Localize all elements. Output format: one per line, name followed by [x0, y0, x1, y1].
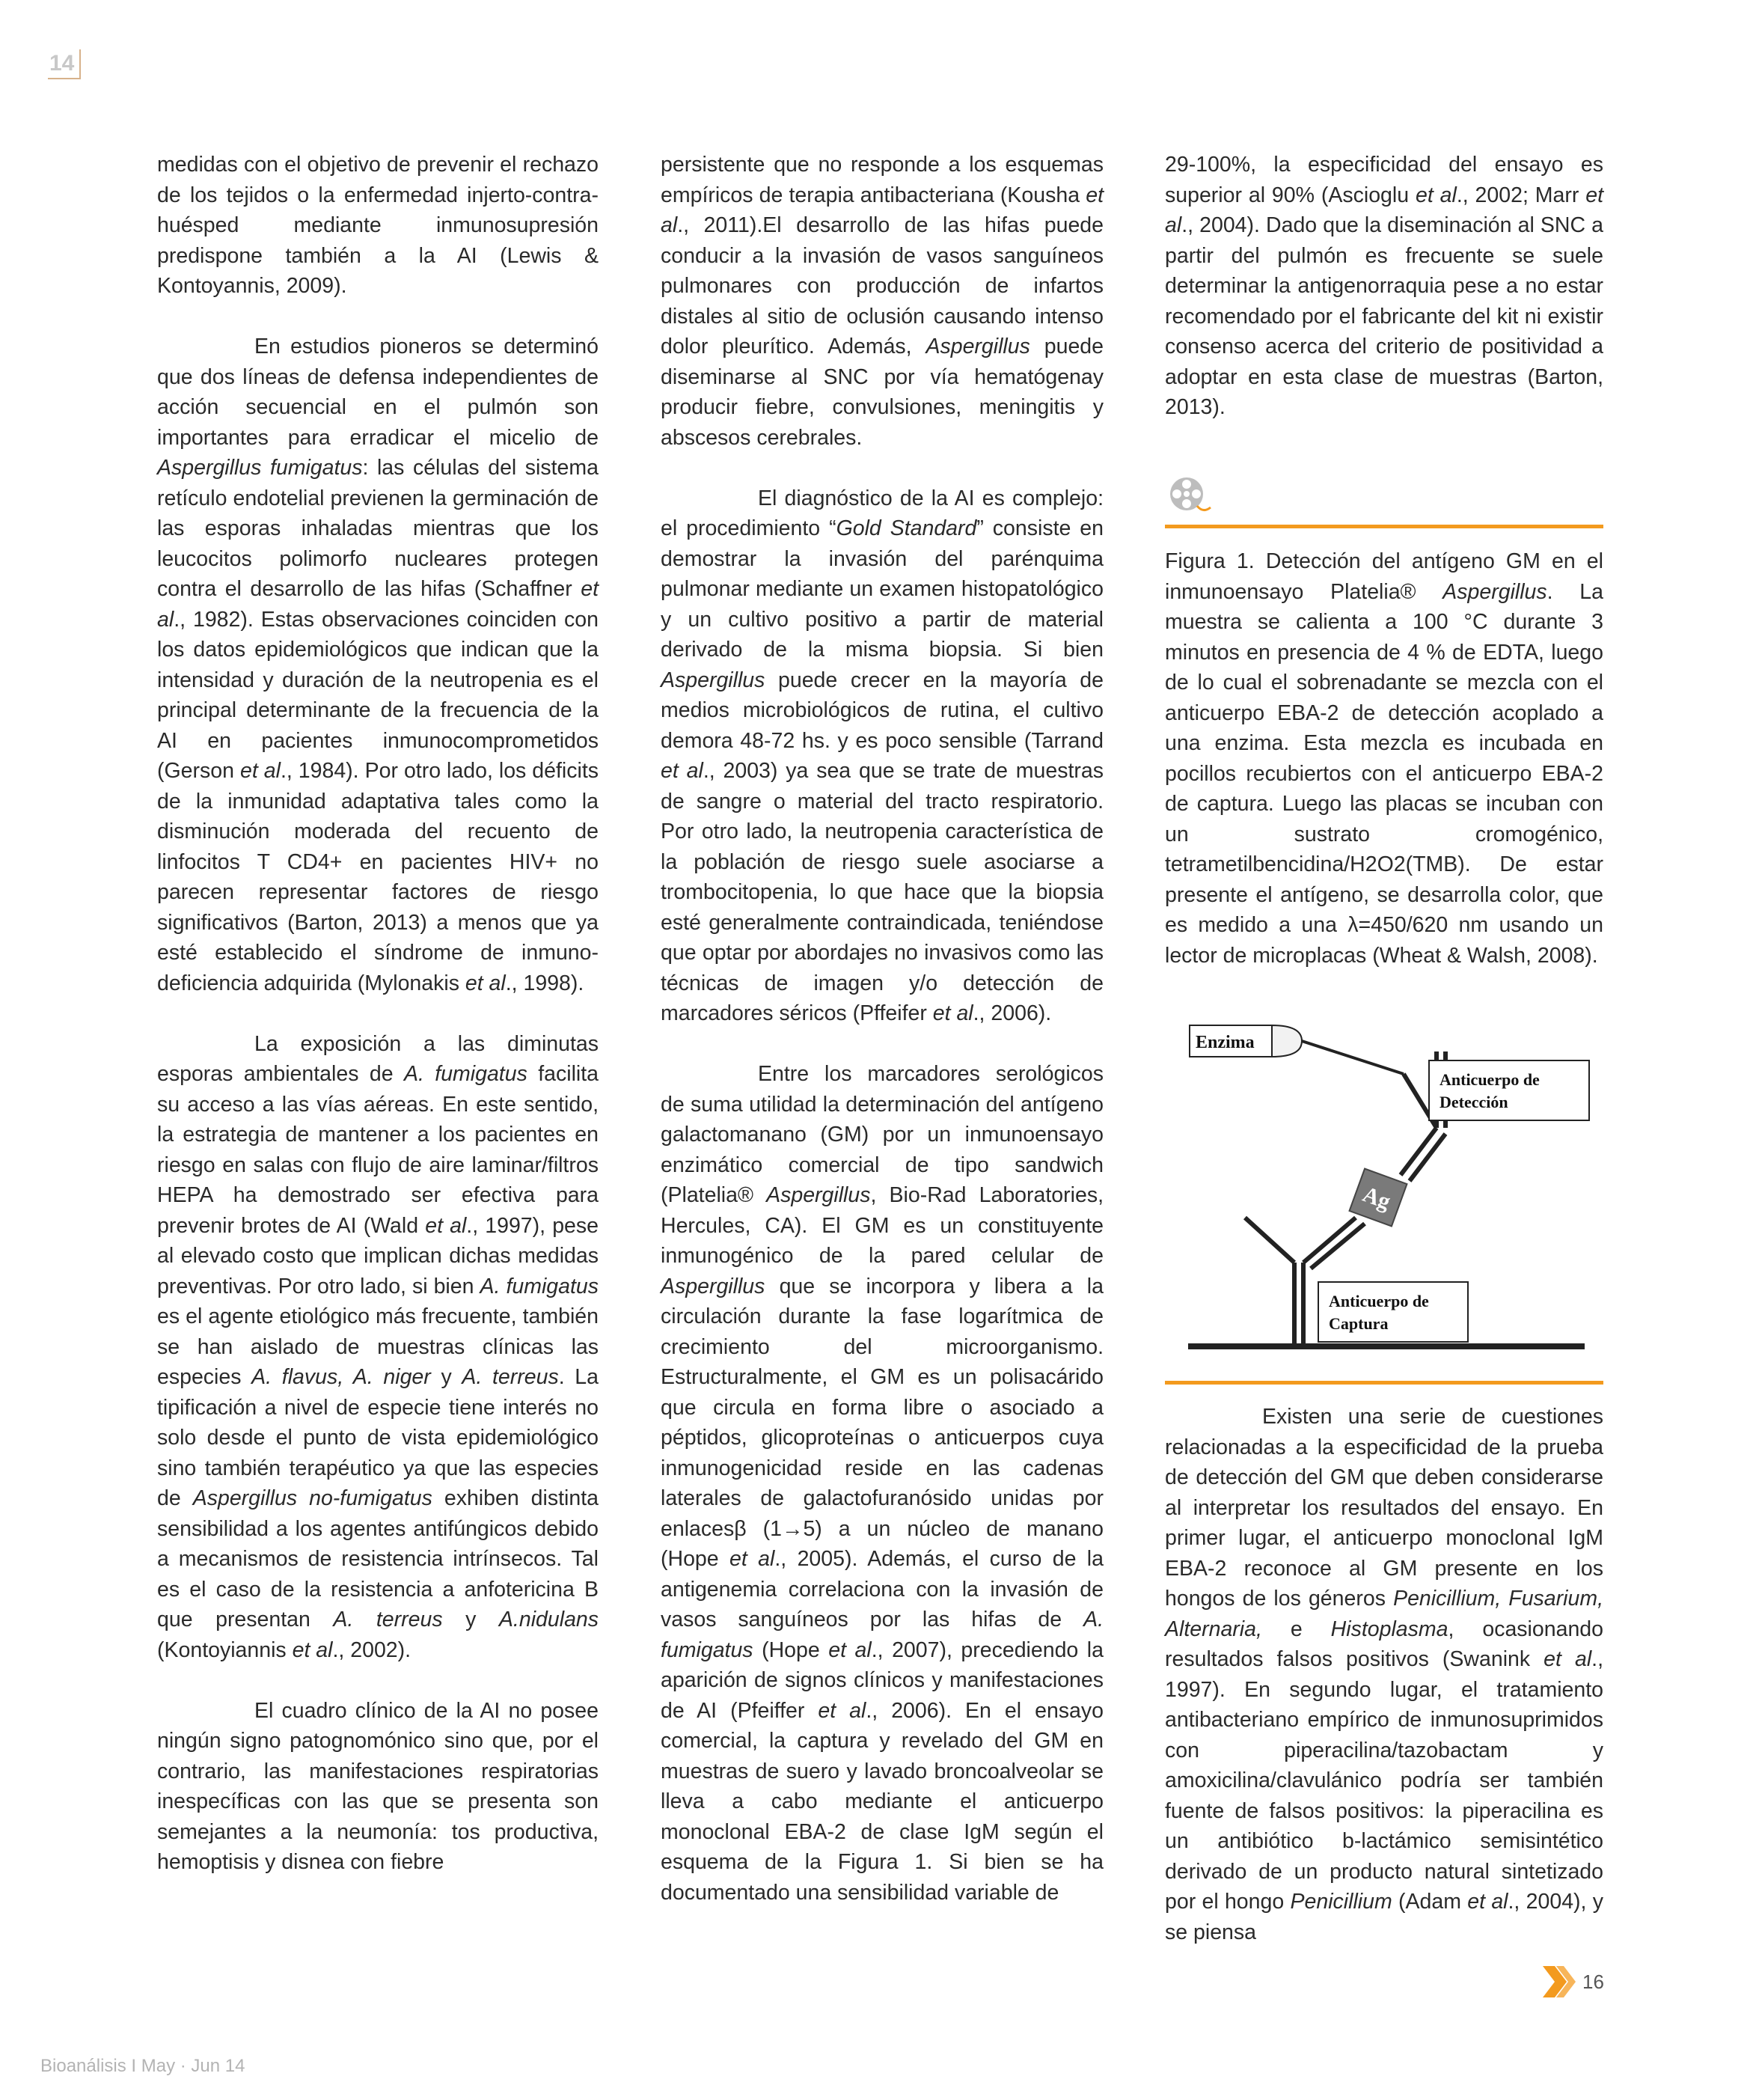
column-3 [1165, 150, 1603, 423]
journal-footer: Bioanálisis I May · Jun 14 [40, 2056, 245, 2076]
enzyme-label: Enzima [1196, 1033, 1255, 1052]
page-number-bottom: 16 [1582, 1971, 1604, 1993]
figure-caption: Figura 1. Detección del antígeno GM en el inmunoensayo Platelia® Aspergillus. La muestra se calienta a 100 °C durante 3 minutos en presencia de 4 % de EDTA, luego de lo cual el sobrenadante se mezcla con el anticuerpo EBA-2 de detección acoplado a una enzima. Esta mezcla es incubada en pocillos recubiertos con el anticuerpo EBA-2 de captura. Luego las placas se incuban con un sustrato cromogénico, tetrametilbencidina/H2O2(TMB). De estar presente el antígeno, se desarrolla color, que es medido a una λ=450/620 nm usando un lector de microplacas (Wheat & Walsh, 2008). [1165, 549, 1603, 968]
enzyme-box [1190, 1025, 1404, 1074]
column-2 [661, 150, 1104, 1908]
double-chevron-right-icon [1541, 1965, 1577, 1999]
paragraph: La exposición a las diminutas esporas ambientales de A. fumigatus facilita su acceso a las vías aéreas. En este sentido, la estrategia de mantener a los pacientes en riesgo en salas con flujo de aire laminar/filtros HEPA ha demostrado ser efectiva para prevenir brotes de AI (Wald et al., 1997), pese al elevado costo que implican dichas medidas preventivas. Por otro lado, si bien A. fumigatus es el agente etiológico más frecuente, también se han aislado de muestras clínicas las especies A. flavus, A. niger y A. terreus. La tipificación a nivel de especie tiene interés no solo desde el punto de vista epidemiológico sino también terapéutico ya que las especies de Aspergillus no-fumigatus exhiben distinta sensibilidad a los agentes antifúngicos debido a mecanismos de resistencia intrínsecos. Tal es el caso de la resistencia a anfotericina B que presentan A. terreus y A.nidulans (Kontoyiannis et al., 2002). [157, 1031, 599, 1662]
capture-antibody-label [1318, 1282, 1468, 1342]
well-plate [1188, 1343, 1585, 1349]
svg-text:Anticuerpo de: Anticuerpo de [1440, 1070, 1540, 1089]
page-number-top: 14 [48, 49, 81, 79]
elisa-diagram [1182, 1022, 1601, 1358]
paragraph: medidas con el objetivo de prevenir el rechazo de los tejidos o la enfermedad injerto-contra-huésped mediante inmunosupresión predispone también a la AI (Lewis & Kontoyannis, 2009). [157, 153, 599, 298]
film-reel-icon [1167, 473, 1220, 518]
paragraph: El diagnóstico de la AI es complejo: el procedimiento “Gold Standard” consiste en demostrar la invasión del parénquima pulmonar mediante un examen histopatológico y un cultivo positivo a partir de material derivado de la misma biopsia. Si bien Aspergillus puede crecer en la mayoría de medios microbiológicos de rutina, el cultivo demora 48-72 hs. y es poco sensible (Tarrand et al., 2003) ya sea que se trate de muestras de sangre o material del tracto respiratorio. Por otro lado, la neutropenia característica de la población de riesgo suele asociarse a trombocitopenia, lo que hace que la biopsia esté generalmente contraindicada, teniéndose que optar por abordajes no invasivos como las técnicas de imagen y/o detección de marcadores séricos (Pffeifer et al., 2006). [661, 486, 1104, 1025]
paragraph: Entre los marcadores serológicos de suma utilidad la determinación del antígeno galactomanano (GM) por un inmunoensayo enzimático comercial de tipo sandwich (Platelia® Aspergillus, Bio-Rad Laboratories, Hercules, CA). El GM es un constituyente inmunogénico de la pared celular de Aspergillus que se incorpora y libera a la circulación durante la fase logarítmica de crecimiento del microorganismo. Estructuralmente, el GM es un polisacárido que circula en forma libre o asociado a péptidos, glicoproteínas o anticuerpos cuya inmunogenicidad reside en las cadenas laterales de galactofuranósido unidas por enlacesβ (1→5) a un núcleo de manano (Hope et al., 2005). Además, el curso de la antigenemia correlaciona con la invasión de vasos sanguíneos por las hifas de A. fumigatus (Hope et al., 2007), precediendo la aparición de signos clínicos y manifestaciones de AI (Pfeiffer et al., 2006). En el ensayo comercial, la captura y revelado del GM en muestras de suero y lavado broncoalveolar se lleva a cabo mediante el anticuerpo monoclonal EBA-2 de clase IgM según el esquema de la Figura 1. Si bien se ha documentado una sensibilidad variable de [661, 1062, 1104, 1905]
paragraph: 29-100%, la especificidad del ensayo es superior al 90% (Ascioglu et al., 2002; Marr et al., 2004). Dado que la diseminación al SNC a partir del pulmón es frecuente se suele determinar la antigenorraquia pese a no estar recomendado por el fabricante del kit ni existir consenso acerca del criterio de positividad a adoptar en esta clase de muestras (Barton, 2013). [1165, 153, 1603, 419]
column-3-continued [1165, 1402, 1603, 1947]
paragraph: En estudios pioneros se determinó que dos líneas de defensa independientes de acción secuencial en el pulmón son importantes para erradicar el micelio de Aspergillus fumigatus: las células del sistema retículo endotelial previenen la germinación de las esporas inhaladas mientras que los leucocitos polimorfo nucleares protegen contra el desarrollo de las hifas (Schaffner et al., 1982). Estas observaciones coinciden con los datos epidemiológicos que indican que la intensidad y duración de la neutropenia es el principal determinante de la frecuencia de la AI en pacientes inmunocomprometidos (Gerson et al., 1984). Por otro lado, los déficits de la inmunidad adaptativa tales como la disminución moderada del recuento de linfocitos T CD4+ en pacientes HIV+ no parecen representar factores de riesgo significativos (Barton, 2013) a menos que ya esté establecido el síndrome de inmuno-deficiencia adquirida (Mylonakis et al., 1998). [157, 335, 599, 995]
figure-bottom-rule [1165, 1381, 1603, 1385]
figure-top-rule [1165, 525, 1603, 528]
paragraph: persistente que no responde a los esquemas empíricos de terapia antibacteriana (Kousha et al., 2011).El desarrollo de las hifas puede conducir a la invasión de vasos sanguíneos pulmonares con producción de infartos distales al sitio de oclusión causando intenso dolor pleurítico. Además, Aspergillus puede diseminarse al SNC por vía hematógenay producir fiebre, convulsiones, meningitis y abscesos cerebrales. [661, 153, 1104, 450]
antigen-box [1350, 1169, 1407, 1227]
svg-text:Captura: Captura [1329, 1314, 1389, 1333]
antigen-label: Ag [1359, 1182, 1394, 1215]
detection-antibody-label [1429, 1060, 1589, 1120]
column-1 [157, 150, 599, 1878]
svg-text:Anticuerpo de: Anticuerpo de [1329, 1292, 1429, 1310]
svg-text:Detección: Detección [1440, 1093, 1508, 1111]
paragraph: Existen una serie de cuestiones relacionadas a la especificidad de la prueba de detección del GM que deben considerarse al interpretar los resultados del ensayo. En primer lugar, el anticuerpo monoclonal IgM EBA-2 reconoce al GM presente en los hongos de los géneros Penicillium, Fusarium, Alternaria, e Histoplasma, ocasionando resultados falsos positivos (Swanink et al., 1997). En segundo lugar, el tratamiento antibacteriano empírico de inmunosuprimidos con piperacilina/tazobactam y amoxicilina/clavulánico podría ser también fuente de falsos positivos: la piperacilina es un antibiótico b-lactámico semisintético derivado de un producto natural sintetizado por el hongo Penicillium (Adam et al., 2004), y se piensa [1165, 1405, 1603, 1944]
paragraph: El cuadro clínico de la AI no posee ningún signo patognomónico sino que, por el contrario, las manifestaciones respiratorias inespecíficas con las que se presenta son semejantes a la neumonía: tos productiva, hemoptisis y disnea con fiebre [157, 1698, 599, 1874]
